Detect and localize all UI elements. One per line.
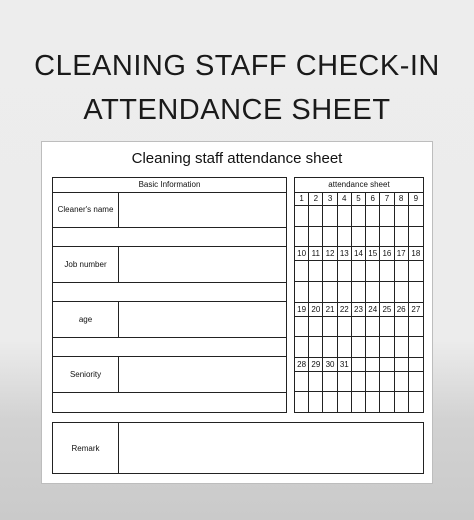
- day-entry-cell[interactable]: [395, 261, 409, 282]
- day-number-cell: 1: [295, 192, 309, 206]
- day-entry-cell[interactable]: [409, 392, 423, 413]
- basic-spacer-row: [53, 283, 286, 302]
- day-entry-cell[interactable]: [323, 261, 337, 282]
- heading-line-1: CLEANING STAFF CHECK-IN: [34, 50, 440, 82]
- day-entry-cell[interactable]: [409, 261, 423, 282]
- day-number-cell: 14: [352, 247, 366, 261]
- day-number-cell: 2: [309, 192, 323, 206]
- day-number-cell: 25: [380, 303, 394, 317]
- remark-label: Remark: [53, 423, 119, 473]
- day-entry-cell[interactable]: [309, 261, 323, 282]
- day-entry-cell[interactable]: [352, 227, 366, 248]
- attendance-sheet-preview: [41, 141, 433, 484]
- day-number-cell: [380, 358, 394, 372]
- day-number-cell: 5: [352, 192, 366, 206]
- day-entry-cell[interactable]: [366, 372, 380, 393]
- day-entry-cell[interactable]: [352, 261, 366, 282]
- day-entry-cell[interactable]: [295, 392, 309, 413]
- day-number-cell: 17: [395, 247, 409, 261]
- day-number-cell: 18: [409, 247, 423, 261]
- day-number-cell: 12: [323, 247, 337, 261]
- day-entry-cell[interactable]: [338, 392, 352, 413]
- day-entry-cell[interactable]: [352, 392, 366, 413]
- day-entry-cell[interactable]: [352, 337, 366, 358]
- day-entry-cell[interactable]: [338, 282, 352, 303]
- day-entry-cell[interactable]: [380, 392, 394, 413]
- day-entry-cell[interactable]: [309, 372, 323, 393]
- day-entry-cell[interactable]: [309, 337, 323, 358]
- day-number-cell: 28: [295, 358, 309, 372]
- day-entry-cell[interactable]: [338, 317, 352, 338]
- day-entry-cell[interactable]: [323, 206, 337, 227]
- day-entry-cell[interactable]: [380, 206, 394, 227]
- day-entry-cell[interactable]: [395, 282, 409, 303]
- basic-spacer-row: [53, 393, 286, 412]
- day-entry-cell[interactable]: [338, 261, 352, 282]
- page-heading: [0, 44, 474, 132]
- day-number-cell: 22: [338, 303, 352, 317]
- day-entry-cell[interactable]: [366, 206, 380, 227]
- basic-field-label: Seniority: [53, 357, 119, 392]
- day-entry-cell[interactable]: [295, 227, 309, 248]
- day-entry-cell[interactable]: [309, 227, 323, 248]
- day-entry-cell[interactable]: [295, 337, 309, 358]
- heading-line-2: ATTENDANCE SHEET: [83, 94, 391, 126]
- day-entry-cell[interactable]: [338, 372, 352, 393]
- day-number-cell: 11: [309, 247, 323, 261]
- day-entry-cell[interactable]: [409, 227, 423, 248]
- day-entry-cell[interactable]: [395, 337, 409, 358]
- day-entry-cell[interactable]: [409, 337, 423, 358]
- day-number-cell: 13: [338, 247, 352, 261]
- day-entry-cell[interactable]: [380, 337, 394, 358]
- sheet-title: Cleaning staff attendance sheet: [131, 150, 343, 167]
- day-entry-cell[interactable]: [409, 317, 423, 338]
- basic-field-label: Cleaner's name: [53, 192, 119, 227]
- day-number-cell: 6: [366, 192, 380, 206]
- day-entry-cell[interactable]: [395, 392, 409, 413]
- day-entry-cell[interactable]: [309, 392, 323, 413]
- attendance-grid: [295, 192, 423, 413]
- basic-field-label: age: [53, 302, 119, 337]
- day-entry-cell[interactable]: [338, 337, 352, 358]
- attendance-grid-table: [294, 177, 424, 413]
- day-number-cell: 30: [323, 358, 337, 372]
- basic-spacer-row: [53, 338, 286, 357]
- day-entry-cell[interactable]: [352, 282, 366, 303]
- day-entry-cell[interactable]: [366, 392, 380, 413]
- day-entry-cell[interactable]: [295, 372, 309, 393]
- day-entry-cell[interactable]: [395, 227, 409, 248]
- day-entry-cell[interactable]: [295, 282, 309, 303]
- day-entry-cell[interactable]: [323, 282, 337, 303]
- basic-information-table: [52, 177, 287, 413]
- day-entry-cell[interactable]: [380, 372, 394, 393]
- day-entry-cell[interactable]: [323, 227, 337, 248]
- day-number-cell: 23: [352, 303, 366, 317]
- day-entry-cell[interactable]: [352, 372, 366, 393]
- day-number-cell: 16: [380, 247, 394, 261]
- day-entry-cell[interactable]: [409, 372, 423, 393]
- basic-information-header: Basic Information: [53, 178, 286, 193]
- day-number-cell: 15: [366, 247, 380, 261]
- day-number-cell: 27: [409, 303, 423, 317]
- day-entry-cell[interactable]: [409, 282, 423, 303]
- day-number-cell: 9: [409, 192, 423, 206]
- day-entry-cell[interactable]: [380, 282, 394, 303]
- day-entry-cell[interactable]: [309, 206, 323, 227]
- day-number-cell: 24: [366, 303, 380, 317]
- day-entry-cell[interactable]: [323, 317, 337, 338]
- day-entry-cell[interactable]: [323, 337, 337, 358]
- day-entry-cell[interactable]: [295, 206, 309, 227]
- day-number-cell: [409, 358, 423, 372]
- day-entry-cell[interactable]: [366, 282, 380, 303]
- day-entry-cell[interactable]: [338, 227, 352, 248]
- day-number-cell: [366, 358, 380, 372]
- day-entry-cell[interactable]: [352, 317, 366, 338]
- basic-field-row: [53, 357, 286, 393]
- day-entry-cell[interactable]: [309, 317, 323, 338]
- day-number-cell: 7: [380, 192, 394, 206]
- day-entry-cell[interactable]: [295, 261, 309, 282]
- day-entry-cell[interactable]: [295, 317, 309, 338]
- remark-table: [52, 422, 424, 474]
- day-number-cell: [352, 358, 366, 372]
- day-number-cell: [395, 358, 409, 372]
- day-entry-cell[interactable]: [309, 282, 323, 303]
- day-entry-cell[interactable]: [380, 317, 394, 338]
- day-entry-cell[interactable]: [395, 206, 409, 227]
- day-number-cell: 20: [309, 303, 323, 317]
- day-number-cell: 3: [323, 192, 337, 206]
- day-entry-cell[interactable]: [395, 372, 409, 393]
- attendance-grid-header: attendance sheet: [295, 178, 423, 193]
- day-entry-cell[interactable]: [366, 317, 380, 338]
- day-entry-cell[interactable]: [380, 227, 394, 248]
- day-number-cell: 21: [323, 303, 337, 317]
- basic-field-label: Job number: [53, 247, 119, 282]
- day-entry-cell[interactable]: [366, 227, 380, 248]
- day-entry-cell[interactable]: [409, 206, 423, 227]
- day-entry-cell[interactable]: [323, 372, 337, 393]
- day-entry-cell[interactable]: [352, 206, 366, 227]
- day-entry-cell[interactable]: [338, 206, 352, 227]
- day-entry-cell[interactable]: [395, 317, 409, 338]
- day-number-cell: 31: [338, 358, 352, 372]
- day-number-cell: 8: [395, 192, 409, 206]
- basic-field-row: [53, 192, 286, 228]
- day-number-cell: 29: [309, 358, 323, 372]
- day-entry-cell[interactable]: [366, 261, 380, 282]
- day-number-cell: 4: [338, 192, 352, 206]
- day-number-cell: 26: [395, 303, 409, 317]
- basic-spacer-row: [53, 228, 286, 247]
- day-entry-cell[interactable]: [323, 392, 337, 413]
- day-entry-cell[interactable]: [366, 337, 380, 358]
- day-entry-cell[interactable]: [380, 261, 394, 282]
- basic-field-row: [53, 247, 286, 283]
- day-number-cell: 10: [295, 247, 309, 261]
- basic-field-row: [53, 302, 286, 338]
- day-number-cell: 19: [295, 303, 309, 317]
